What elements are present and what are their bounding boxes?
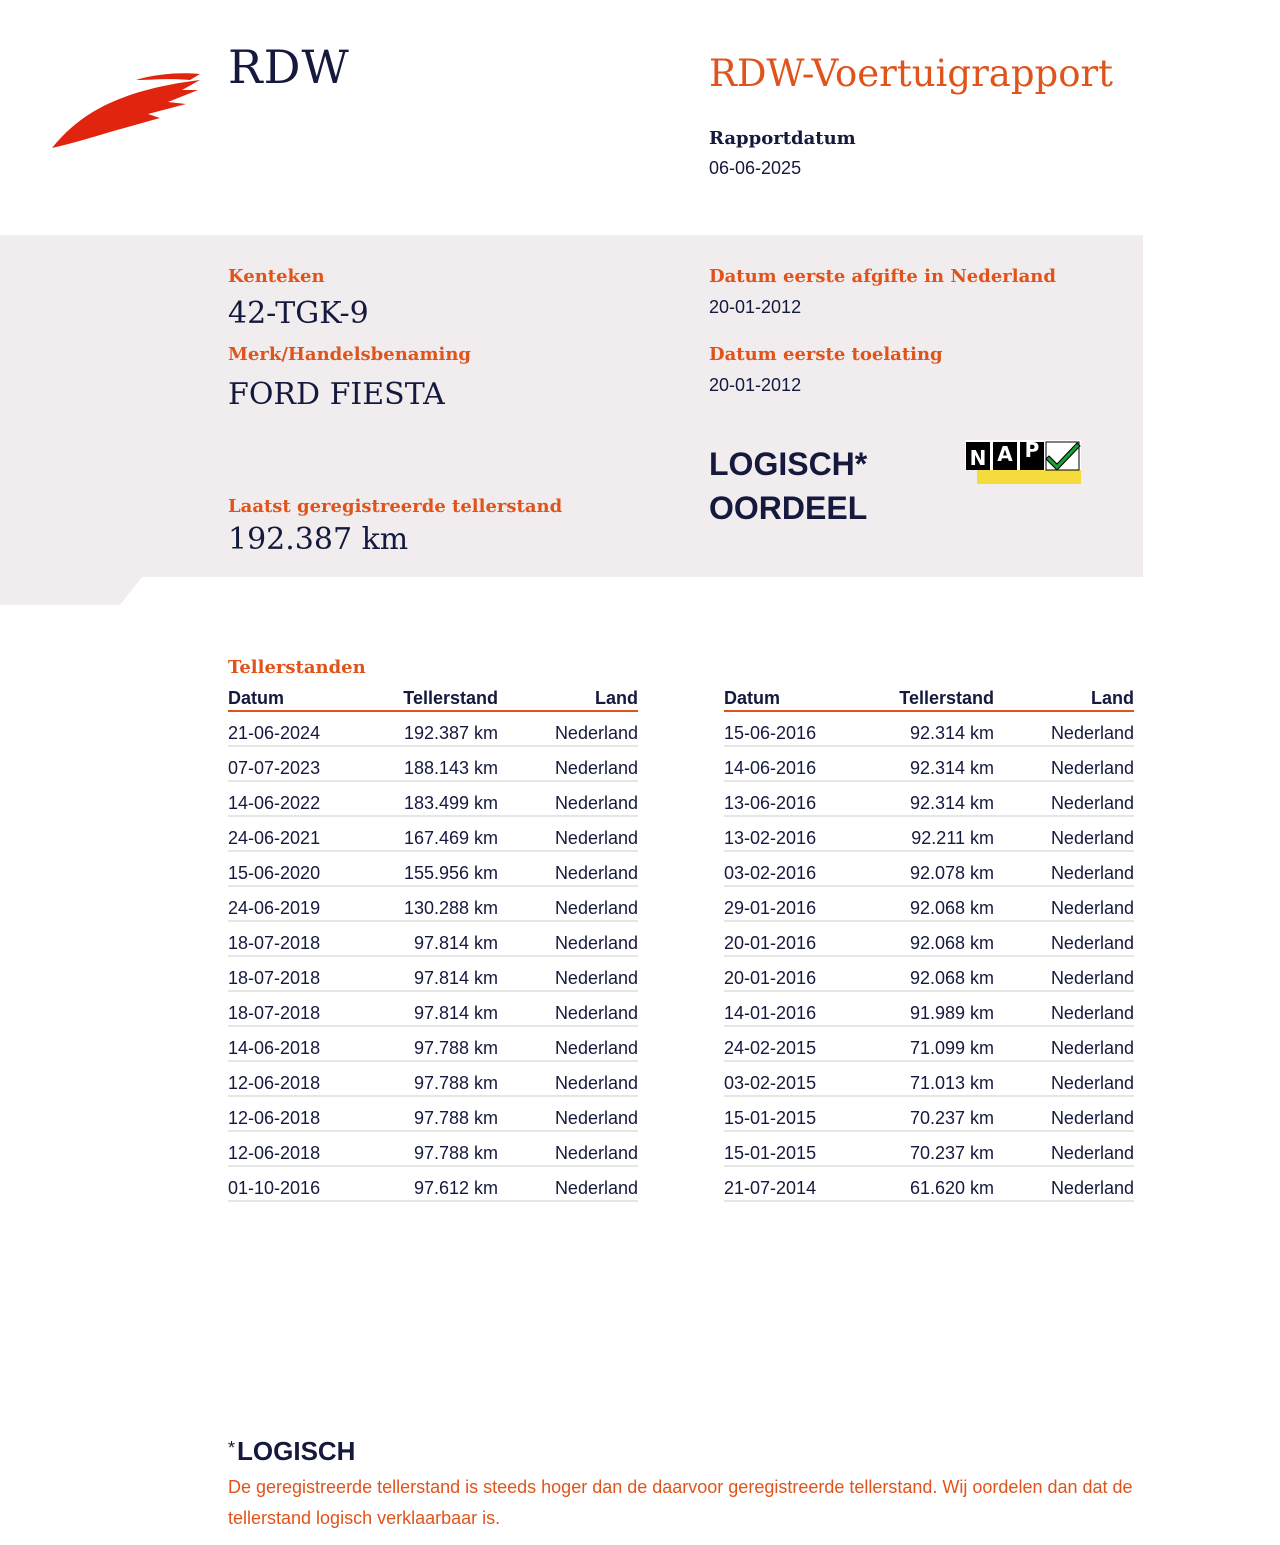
- verdict-line-1: LOGISCH*: [709, 446, 868, 482]
- row-reading: 61.620 km: [909, 1178, 994, 1198]
- last-odometer-value: 192.387 km: [228, 522, 409, 557]
- row-country: Nederland: [554, 1073, 638, 1093]
- row-reading: 97.814 km: [413, 968, 498, 988]
- row-country: Nederland: [1050, 1038, 1134, 1058]
- row-reading: 97.814 km: [413, 933, 498, 953]
- row-reading: 97.814 km: [413, 1003, 498, 1023]
- row-reading: 188.143 km: [403, 758, 498, 778]
- row-reading: 71.099 km: [909, 1038, 994, 1058]
- row-date: 20-01-2016: [724, 968, 817, 988]
- table-row: [228, 852, 638, 887]
- column-header-country: Land: [595, 688, 638, 708]
- row-date: 18-07-2018: [228, 933, 321, 953]
- column-header-reading: Tellerstand: [899, 688, 994, 708]
- report-date-value: 06-06-2025: [709, 158, 802, 178]
- row-reading: 91.989 km: [909, 1003, 994, 1023]
- table-row: [228, 782, 638, 817]
- make-label: Merk/Handelsbenaming: [228, 344, 472, 365]
- row-date: 03-02-2015: [724, 1073, 817, 1093]
- report-date-label: Rapportdatum: [709, 128, 856, 149]
- row-date: 12-06-2018: [228, 1073, 321, 1093]
- row-date: 03-02-2016: [724, 863, 817, 883]
- odometer-table-right: [724, 688, 1134, 1202]
- report-title: RDW-Voertuigrapport: [709, 52, 1114, 95]
- table-row: [228, 957, 638, 992]
- row-date: 24-06-2021: [228, 828, 321, 848]
- row-reading: 155.956 km: [403, 863, 498, 883]
- row-reading: 92.068 km: [909, 933, 994, 953]
- row-country: Nederland: [554, 933, 638, 953]
- row-country: Nederland: [554, 968, 638, 988]
- row-date: 07-07-2023: [228, 758, 321, 778]
- row-country: Nederland: [1050, 793, 1134, 813]
- nap-letter-n: N: [969, 446, 987, 470]
- row-date: 18-07-2018: [228, 968, 321, 988]
- table-row: [724, 887, 1134, 922]
- row-reading: 167.469 km: [403, 828, 498, 848]
- row-date: 15-01-2015: [724, 1108, 817, 1128]
- row-reading: 92.078 km: [909, 863, 994, 883]
- row-date: 21-06-2024: [228, 723, 321, 743]
- plate-label: Kenteken: [228, 266, 325, 287]
- row-reading: 92.068 km: [909, 968, 994, 988]
- footnote-text: De geregistreerde tellerstand is steeds hoger dan de daarvoor geregistreerde tellerstand. Wij oordelen dan dat de tellerstand logisch verklaarbaar is.: [228, 1477, 1133, 1528]
- row-date: 14-06-2022: [228, 793, 321, 813]
- row-country: Nederland: [1050, 758, 1134, 778]
- row-date: 29-01-2016: [724, 898, 817, 918]
- table-row: [724, 1027, 1134, 1062]
- row-date: 01-10-2016: [228, 1178, 321, 1198]
- table-row: [228, 1132, 638, 1167]
- table-row: [228, 1097, 638, 1132]
- table-row: [228, 712, 638, 747]
- row-country: Nederland: [1050, 723, 1134, 743]
- footnote-title: [228, 1436, 355, 1467]
- table-row: [228, 992, 638, 1027]
- row-date: 21-07-2014: [724, 1178, 817, 1198]
- brand-name: RDW: [228, 40, 350, 94]
- row-country: Nederland: [1050, 933, 1134, 953]
- row-country: Nederland: [554, 1143, 638, 1163]
- table-row: [724, 992, 1134, 1027]
- row-country: Nederland: [554, 1003, 638, 1023]
- row-country: Nederland: [554, 828, 638, 848]
- odometer-section-title: Tellerstanden: [228, 657, 366, 678]
- first-issue-nl-value: 20-01-2012: [709, 297, 802, 317]
- row-reading: 97.788 km: [413, 1073, 498, 1093]
- row-date: 12-06-2018: [228, 1108, 321, 1128]
- last-odometer-label: Laatst geregistreerde tellerstand: [228, 496, 563, 517]
- row-country: Nederland: [554, 793, 638, 813]
- row-date: 18-07-2018: [228, 1003, 321, 1023]
- row-country: Nederland: [1050, 828, 1134, 848]
- row-country: Nederland: [1050, 1178, 1134, 1198]
- table-row: [724, 1132, 1134, 1167]
- odometer-table-left: [228, 688, 638, 1202]
- row-date: 14-06-2018: [228, 1038, 321, 1058]
- rdw-logo-icon: [50, 68, 205, 158]
- row-date: 13-06-2016: [724, 793, 817, 813]
- row-date: 15-01-2015: [724, 1143, 817, 1163]
- row-country: Nederland: [1050, 1108, 1134, 1128]
- row-date: 15-06-2016: [724, 723, 817, 743]
- row-reading: 130.288 km: [403, 898, 498, 918]
- table-row: [724, 1062, 1134, 1097]
- row-date: 15-06-2020: [228, 863, 321, 883]
- verdict-line-2: OORDEEL: [709, 490, 868, 526]
- row-date: 13-02-2016: [724, 828, 817, 848]
- nap-logo: [965, 440, 1083, 491]
- table-row: [228, 1027, 638, 1062]
- column-header-country: Land: [1091, 688, 1134, 708]
- row-date: 24-02-2015: [724, 1038, 817, 1058]
- column-header-date: Datum: [724, 688, 781, 708]
- row-country: Nederland: [1050, 968, 1134, 988]
- table-row: [724, 747, 1134, 782]
- row-reading: 97.788 km: [413, 1038, 498, 1058]
- row-country: Nederland: [554, 758, 638, 778]
- vehicle-info-panel: [0, 235, 1143, 605]
- table-row: [228, 922, 638, 957]
- row-reading: 92.068 km: [909, 898, 994, 918]
- row-country: Nederland: [554, 1108, 638, 1128]
- row-reading: 92.211 km: [911, 828, 994, 848]
- row-reading: 97.612 km: [413, 1178, 498, 1198]
- table-row: [724, 852, 1134, 887]
- first-admission-label: Datum eerste toelating: [709, 344, 943, 365]
- table-row: [724, 922, 1134, 957]
- odometer-verdict: [709, 442, 867, 530]
- row-country: Nederland: [554, 723, 638, 743]
- row-reading: 92.314 km: [909, 793, 994, 813]
- row-country: Nederland: [554, 863, 638, 883]
- column-header-reading: Tellerstand: [403, 688, 498, 708]
- table-row: [228, 887, 638, 922]
- row-date: 14-06-2016: [724, 758, 817, 778]
- make-value: FORD FIESTA: [228, 377, 445, 412]
- first-admission-value: 20-01-2012: [709, 375, 802, 395]
- row-reading: 97.788 km: [413, 1108, 498, 1128]
- row-country: Nederland: [1050, 1143, 1134, 1163]
- row-date: 12-06-2018: [228, 1143, 321, 1163]
- first-issue-nl-label: Datum eerste afgifte in Nederland: [709, 266, 1056, 287]
- row-date: 20-01-2016: [724, 933, 817, 953]
- row-country: Nederland: [554, 1038, 638, 1058]
- row-reading: 92.314 km: [909, 758, 994, 778]
- table-row: [228, 1167, 638, 1202]
- row-country: Nederland: [554, 898, 638, 918]
- row-country: Nederland: [554, 1178, 638, 1198]
- table-row: [724, 957, 1134, 992]
- row-reading: 183.499 km: [403, 793, 498, 813]
- table-row: [724, 712, 1134, 747]
- row-reading: 192.387 km: [403, 723, 498, 743]
- table-row: [724, 1167, 1134, 1202]
- row-reading: 71.013 km: [909, 1073, 994, 1093]
- plate-value: 42-TGK-9: [228, 296, 369, 331]
- row-reading: 70.237 km: [909, 1143, 994, 1163]
- row-country: Nederland: [1050, 898, 1134, 918]
- row-reading: 92.314 km: [909, 723, 994, 743]
- footnote-title-text: LOGISCH: [237, 1436, 356, 1466]
- table-header: [228, 688, 638, 712]
- table-row: [724, 782, 1134, 817]
- row-country: Nederland: [1050, 863, 1134, 883]
- row-date: 14-01-2016: [724, 1003, 817, 1023]
- row-date: 24-06-2019: [228, 898, 321, 918]
- footnote-star: *: [228, 1438, 236, 1458]
- nap-letter-p: P: [1024, 440, 1040, 462]
- row-country: Nederland: [1050, 1003, 1134, 1023]
- table-row: [724, 1097, 1134, 1132]
- row-country: Nederland: [1050, 1073, 1134, 1093]
- row-reading: 97.788 km: [413, 1143, 498, 1163]
- table-row: [228, 1062, 638, 1097]
- table-row: [228, 817, 638, 852]
- nap-letter-a: A: [997, 442, 1013, 466]
- row-reading: 70.237 km: [909, 1108, 994, 1128]
- table-header: [724, 688, 1134, 712]
- table-row: [724, 817, 1134, 852]
- table-row: [228, 747, 638, 782]
- column-header-date: Datum: [228, 688, 285, 708]
